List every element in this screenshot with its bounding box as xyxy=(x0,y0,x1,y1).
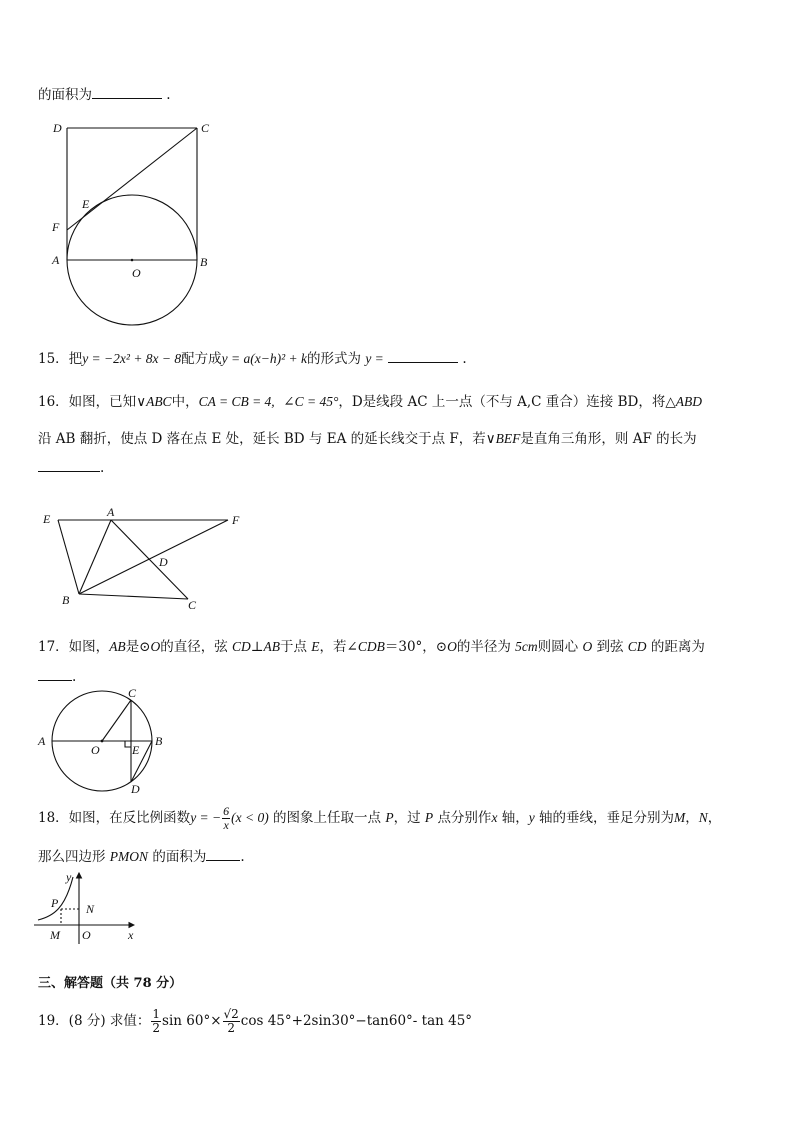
right-angle-mark xyxy=(125,741,131,747)
q17-point-e: E xyxy=(311,639,320,654)
q19-f1-denominator: 2 xyxy=(152,1021,161,1035)
q18-point-p2: P xyxy=(424,810,434,825)
label-d: D xyxy=(53,121,62,135)
label-b: B xyxy=(155,734,163,748)
point-o xyxy=(101,740,104,743)
q17-text-c: 的直径，弦 xyxy=(160,639,228,655)
q18-fraction-denominator: x xyxy=(223,818,229,832)
q17-text-d: 于点 xyxy=(280,639,307,655)
q17-ab: AB xyxy=(109,639,126,654)
q16-answer-blank xyxy=(38,459,100,472)
q17-text-h: 则圆心 xyxy=(537,639,579,655)
label-p: P xyxy=(51,896,59,910)
segment-cf xyxy=(67,128,197,230)
q18-text-g: ， xyxy=(685,810,699,826)
label-b: B xyxy=(62,593,70,607)
q15 xyxy=(38,347,467,367)
label-o: O xyxy=(82,928,91,942)
label-c: C xyxy=(128,686,137,700)
q19 xyxy=(38,1008,472,1035)
q17-text-f: ＝30°，⊙ xyxy=(384,639,448,655)
q14-tail xyxy=(38,83,171,103)
q19-fraction-root2 xyxy=(223,1008,240,1035)
q15-answer-blank xyxy=(388,350,458,363)
q14-answer-blank xyxy=(92,86,162,99)
q17-angle-cdb: CDB xyxy=(357,639,385,654)
q17-text-e: ，若∠ xyxy=(319,639,358,655)
q18-function-lhs: y = − xyxy=(190,810,222,825)
segment-bf xyxy=(79,520,228,594)
q18-line1 xyxy=(38,805,721,832)
q16-triangle-bef: ∨BEF xyxy=(485,431,521,446)
q17-line1 xyxy=(38,635,705,655)
q17-number: 17．如图， xyxy=(38,639,110,655)
q18-text-c: ，过 xyxy=(393,810,421,826)
q17-o3: O xyxy=(582,639,593,654)
q16-end: . xyxy=(100,460,105,476)
label-d: D xyxy=(131,782,140,796)
q17-text-j: 的距离为 xyxy=(650,639,705,655)
q18-pmon: PMON xyxy=(109,849,149,864)
q17-cd-perp-ab: CD⊥AB xyxy=(232,639,280,654)
q15-expression: y = −2x² + 8x − 8 xyxy=(82,351,182,366)
q17-line2 xyxy=(38,668,76,685)
q14-end: . xyxy=(166,87,171,103)
q16-condition-sides: CA = CB = 4, xyxy=(198,394,275,409)
q19-f2-denominator: 2 xyxy=(227,1021,235,1035)
q16-number: 16．如图，已知 xyxy=(38,394,137,410)
q17-answer-blank xyxy=(38,668,72,681)
q16-text-line2: 沿 AB 翻折，使点 D 落在点 E 处，延长 BD 与 EA 的延长线交于点 F，若 xyxy=(38,431,486,447)
q18-text-b: 的图象上任取一点 xyxy=(273,810,382,826)
label-a: A xyxy=(107,505,115,519)
q15-vertex-form: y = a(x−h)² + k xyxy=(221,351,308,366)
q19-f1-numerator: 1 xyxy=(152,1007,161,1021)
figure-18 xyxy=(32,868,147,948)
q15-answer-lhs: y = xyxy=(365,351,384,366)
q16-triangle-abd: △ABD xyxy=(665,394,702,409)
q19-f2-numerator: √2 xyxy=(223,1007,239,1021)
figure-17 xyxy=(33,684,173,796)
q16-text-zhong: 中， xyxy=(171,394,199,410)
q19-sin60-term: sin 60°× xyxy=(162,1013,222,1029)
q16-text-line2b: 是直角三角形，则 AF 的长为 xyxy=(520,431,697,447)
q19-fraction-half xyxy=(151,1008,161,1035)
q18-n: N xyxy=(698,810,708,825)
q16-line3 xyxy=(38,459,104,476)
q17-end: . xyxy=(72,669,77,685)
q18-x: x xyxy=(491,810,498,825)
label-o: O xyxy=(132,266,141,280)
q18-fraction xyxy=(222,805,230,832)
q18-domain: (x < 0) xyxy=(231,810,269,825)
q18-text-e: 轴， xyxy=(501,810,529,826)
label-e: E xyxy=(43,512,51,526)
q18-fraction-numerator: 6 xyxy=(223,804,230,818)
section-3-heading: 三、解答题（共 78 分） xyxy=(38,976,183,991)
q18-text-line2: 那么四边形 xyxy=(38,849,106,865)
label-x: x xyxy=(128,928,134,942)
q19-number: 19．(8 分) 求值： xyxy=(38,1013,151,1029)
q15-number: 15．把 xyxy=(38,351,83,367)
figure-16 xyxy=(38,503,268,613)
q17-text-g: 的半径为 xyxy=(456,639,511,655)
q15-text-middle: 配方成 xyxy=(181,351,222,367)
label-f: F xyxy=(52,220,60,234)
q17-cd: CD xyxy=(627,639,647,654)
point-o xyxy=(131,259,134,262)
q17-text-i: 到弦 xyxy=(596,639,624,655)
label-a: A xyxy=(52,253,60,267)
q15-text-suffix: 的形式为 xyxy=(307,351,362,367)
label-d: D xyxy=(159,555,168,569)
q16-condition-angle: ∠C = 45° xyxy=(283,394,339,409)
q19-remaining-terms: cos 45°+2sin30°−tan60°- tan 45° xyxy=(240,1013,473,1029)
q18-y: y xyxy=(528,810,535,825)
q16-line1 xyxy=(38,390,702,410)
q18-point-p: P xyxy=(385,810,394,825)
q18-end: . xyxy=(240,849,245,865)
q15-end: . xyxy=(462,351,467,367)
label-o: O xyxy=(91,743,100,757)
q17-radius: 5cm xyxy=(515,639,538,654)
label-f: F xyxy=(232,513,240,527)
segment-ab xyxy=(79,520,111,594)
segment-bc xyxy=(79,594,188,599)
label-m: M xyxy=(50,928,60,942)
q16-triangle-abc: ∨ABC xyxy=(136,394,172,409)
q16-text-line1: ，D是线段 AC 上一点（不与 A,C 重合）连接 BD，将 xyxy=(338,394,666,410)
q18-m: M xyxy=(674,810,686,825)
q18-text-f: 轴的垂线，垂足分别为 xyxy=(539,810,675,826)
segment-eb xyxy=(58,520,79,594)
label-n: N xyxy=(86,902,95,916)
label-c: C xyxy=(188,598,197,612)
label-e: E xyxy=(132,743,140,757)
label-b: B xyxy=(200,255,208,269)
label-e: E xyxy=(82,197,90,211)
label-y: y xyxy=(66,870,72,884)
label-c: C xyxy=(201,121,210,135)
q16-line2 xyxy=(38,427,697,447)
q14-tail-text: 的面积为 xyxy=(38,87,92,103)
q17-text-b: 是⊙ xyxy=(125,639,151,655)
segment-oc xyxy=(102,700,131,741)
q18-text-d: 点分别作 xyxy=(437,810,492,826)
figure-14 xyxy=(40,112,240,332)
q18-answer-blank xyxy=(206,848,240,861)
q18-line2 xyxy=(38,845,245,865)
q18-text-h: ， xyxy=(707,810,722,826)
label-a: A xyxy=(38,734,46,748)
q17-o2: O xyxy=(447,639,457,654)
q18-number: 18．如图，在反比例函数 xyxy=(38,810,191,826)
q18-text-line2b: 的面积为 xyxy=(152,849,207,865)
q17-o1: O xyxy=(150,639,161,654)
